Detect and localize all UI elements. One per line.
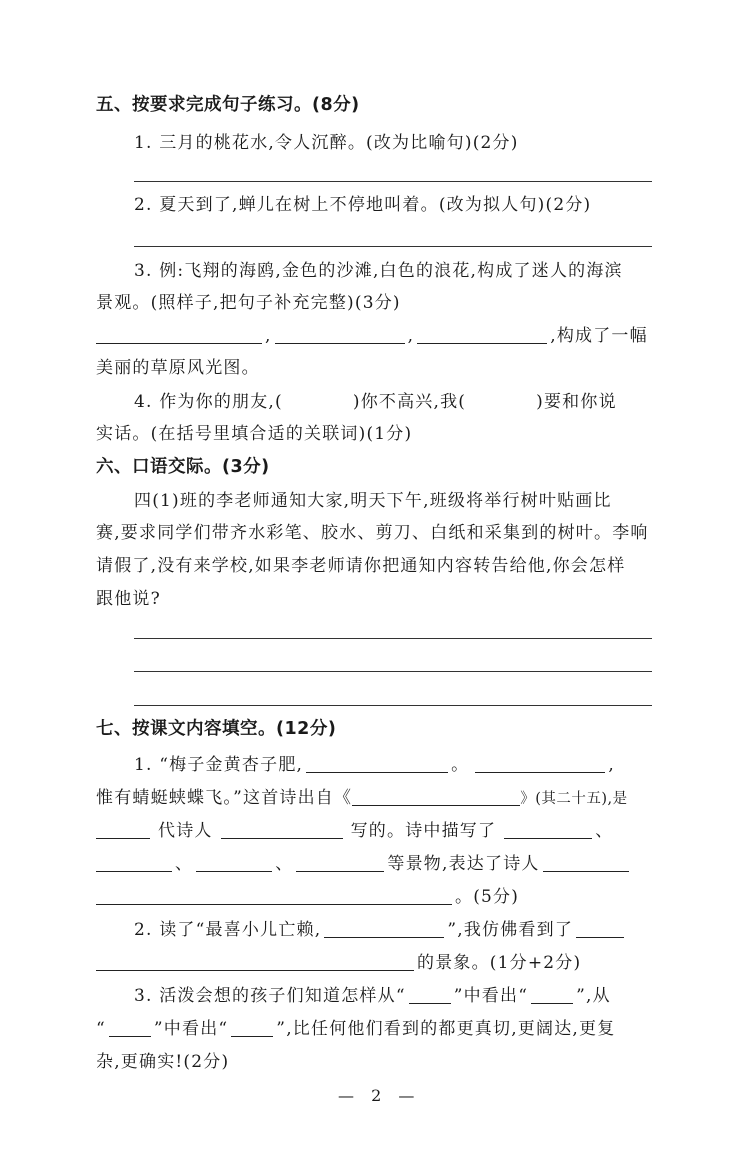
section7-q3-line3: 杂,更确实!(2分)	[96, 1052, 230, 1072]
q2-part-a: 2. 读了“最喜小儿亡赖,	[134, 920, 322, 940]
answer-line[interactable]	[134, 246, 652, 247]
q1-line2-b: 》(其二十五),是	[520, 791, 628, 807]
section5-q2: 2. 夏天到了,蝉儿在树上不停地叫着。(改为拟人句)(2分)	[134, 195, 592, 215]
fill-blank[interactable]	[96, 886, 452, 905]
fill-blank[interactable]	[324, 919, 444, 938]
q2-part-b: ”,我仿佛看到了	[447, 920, 574, 940]
q4-part-b: )你不高兴,我(	[352, 392, 467, 412]
section7-q3-line2	[96, 1017, 615, 1041]
q3-line2-c: ”,比任何他们看到的都更真切,更阔达,更复	[276, 1019, 616, 1039]
answer-line[interactable]	[134, 671, 652, 672]
fill-blank[interactable]	[275, 325, 405, 344]
fill-blank[interactable]	[417, 325, 547, 344]
q1-line3-a: 代诗人	[158, 821, 213, 841]
fill-blank[interactable]	[531, 985, 573, 1004]
answer-line[interactable]	[134, 181, 652, 182]
section7-q2-line1	[134, 918, 627, 942]
q3-part-b: ”中看出“	[453, 986, 529, 1006]
section7-title: 七、按课文内容填空。(12分)	[96, 719, 337, 739]
q3-line2-a: “	[96, 1019, 106, 1039]
section6-paragraph-line: 跟他说?	[96, 589, 161, 609]
comma: ,	[407, 326, 415, 346]
section7-q1-line2	[96, 786, 628, 811]
q1-line3-b: 写的。诗中描写了	[350, 821, 497, 841]
q1-part-c: ,	[608, 755, 615, 775]
q1-line3-c: 、	[595, 821, 614, 841]
q1-line5-tail: 。(5分)	[455, 887, 520, 907]
section7-q3-line1	[134, 984, 611, 1008]
fill-blank[interactable]	[296, 853, 384, 872]
fill-blank[interactable]	[475, 754, 605, 773]
section7-q1-line1	[134, 753, 615, 777]
section5-q4-line2: 实话。(在括号里填合适的关联词)(1分)	[96, 424, 413, 444]
section6-paragraph-line: 赛,要求同学们带齐水彩笔、胶水、剪刀、白纸和采集到的树叶。李响	[96, 523, 649, 543]
section5-q3-line3	[96, 324, 648, 348]
answer-line[interactable]	[134, 705, 652, 706]
section5-q3-line2: 景观。(照样子,把句子补充完整)(3分)	[96, 293, 401, 313]
q1-line4-c: 等景物,表达了诗人	[387, 854, 540, 874]
section7-q1-line5	[96, 885, 519, 909]
q3-tail: ,构成了一幅	[550, 326, 648, 346]
comma: ,	[265, 326, 272, 346]
fill-blank[interactable]	[96, 325, 262, 344]
section5-q3-line1: 3. 例:飞翔的海鸥,金色的沙滩,白色的浪花,构成了迷人的海滨	[134, 261, 623, 281]
q1-line4-b: 、	[275, 854, 294, 874]
section5-q4-line1	[134, 390, 617, 414]
q4-part-a: 4. 作为你的朋友,(	[134, 392, 283, 412]
fill-blank[interactable]	[109, 1018, 151, 1037]
answer-line[interactable]	[134, 638, 652, 639]
section5-q1: 1. 三月的桃花水,令人沉醉。(改为比喻句)(2分)	[134, 133, 519, 153]
section5-title: 五、按要求完成句子练习。(8分)	[96, 95, 360, 115]
q1-part-b: 。	[451, 755, 470, 775]
section7-q2-line2	[96, 951, 581, 975]
fill-blank[interactable]	[576, 919, 624, 938]
section6-paragraph-line: 四(1)班的李老师通知大家,明天下午,班级将举行树叶贴画比	[134, 491, 612, 511]
fill-blank[interactable]	[96, 952, 414, 971]
q1-line2-a: 惟有蜻蜓蛱蝶飞。”这首诗出自《	[96, 788, 353, 808]
section7-q1-line4	[96, 852, 632, 876]
section7-q1-line3	[96, 819, 613, 843]
fill-blank[interactable]	[231, 1018, 273, 1037]
q3-part-a: 3. 活泼会想的孩子们知道怎样从“	[134, 986, 406, 1006]
section6-title: 六、口语交际。(3分)	[96, 457, 270, 477]
fill-blank[interactable]	[306, 754, 448, 773]
fill-blank[interactable]	[196, 853, 272, 872]
fill-blank[interactable]	[409, 985, 451, 1004]
fill-blank[interactable]	[221, 820, 343, 839]
q3-part-c: ”,从	[576, 986, 611, 1006]
section6-paragraph-line: 请假了,没有来学校,如果李老师请你把通知内容转告给他,你会怎样	[96, 556, 626, 576]
fill-blank[interactable]	[352, 787, 520, 806]
q4-part-c: )要和你说	[536, 392, 617, 412]
section5-q3-line4: 美丽的草原风光图。	[96, 358, 260, 378]
q3-line2-b: ”中看出“	[153, 1019, 229, 1039]
q1-line4-a: 、	[175, 854, 194, 874]
fill-blank[interactable]	[543, 853, 629, 872]
q2-line2-tail: 的景象。(1分+2分)	[417, 953, 582, 973]
fill-blank[interactable]	[504, 820, 592, 839]
page-number: — 2 —	[338, 1086, 421, 1105]
q1-part-a: 1. “梅子金黄杏子肥,	[134, 755, 304, 775]
fill-blank[interactable]	[96, 853, 172, 872]
fill-blank[interactable]	[96, 820, 150, 839]
